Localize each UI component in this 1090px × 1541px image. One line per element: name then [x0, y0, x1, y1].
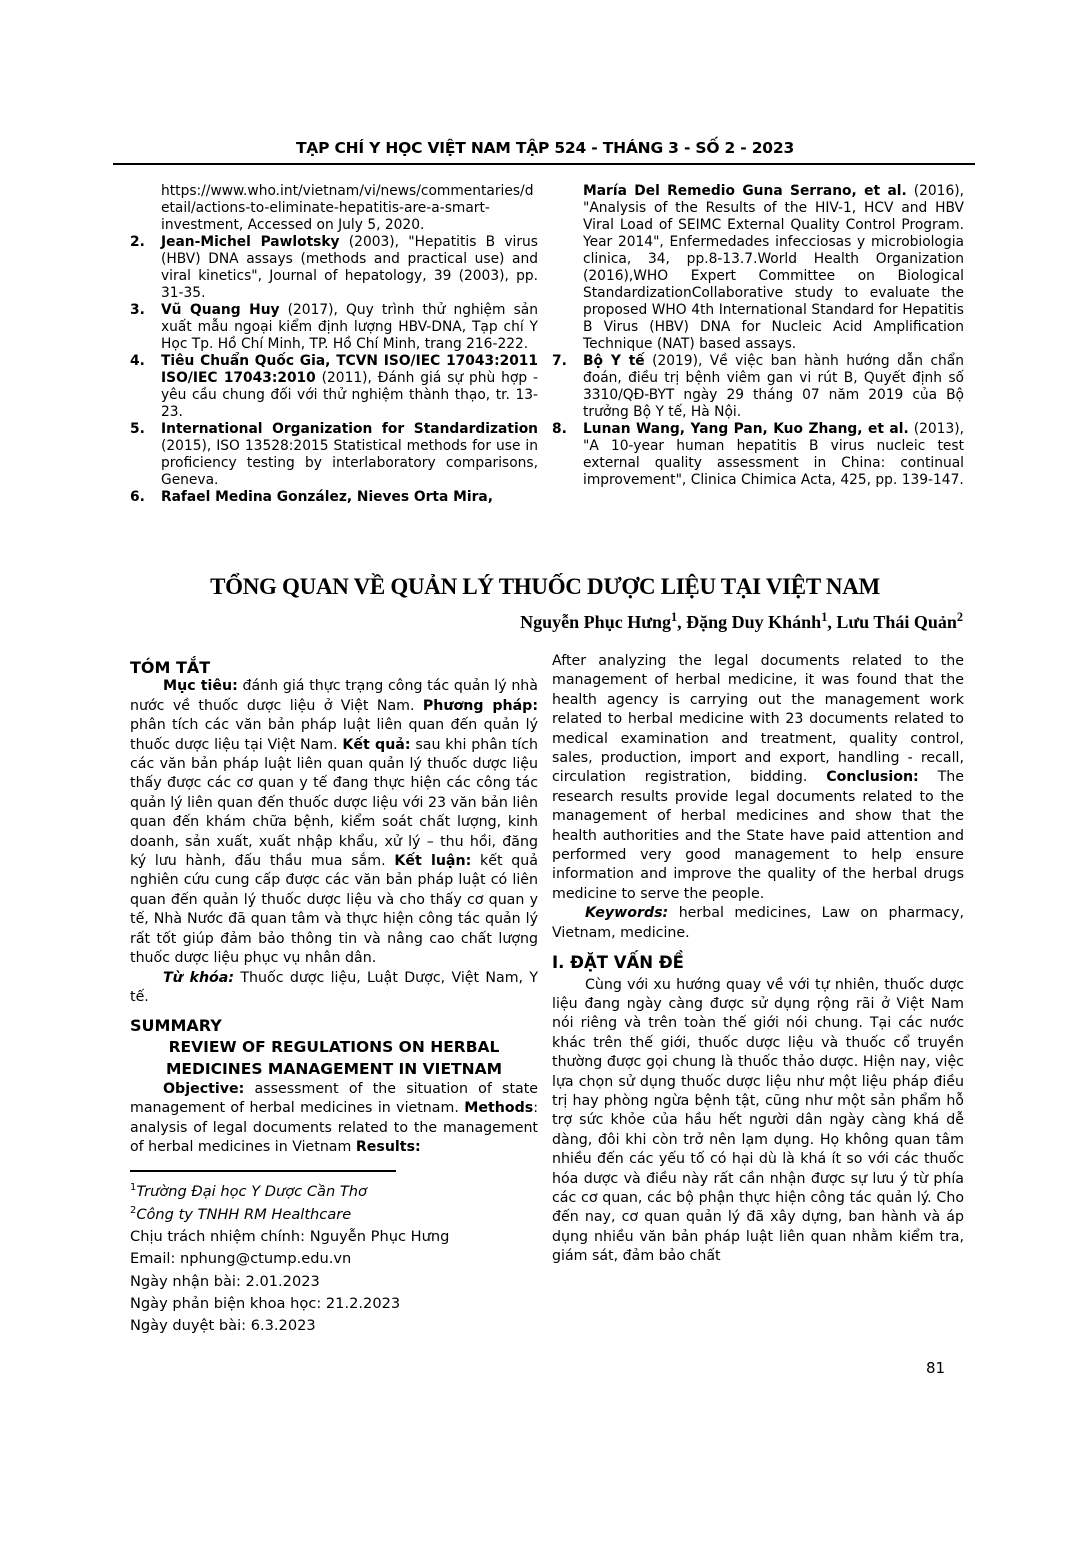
reference-number: 4. [130, 353, 145, 369]
footnote-line: Email: nphung@ctump.edu.vn [130, 1250, 352, 1268]
summary-paragraph: Objective: assessment of the situation of state management of herbal medicines in vietnam. Methods: analysis of legal documents related to the management of herbal medicines in Vietnam Results: [130, 1080, 538, 1155]
reference-item: 4. Tiêu Chuẩn Quốc Gia, TCVN ISO/IEC 17043:2011 ISO/IEC 17043:2010 (2011), Đánh giá sự phù hợp - yêu cầu chung đối với thử nghiệm thành thạo, tr. 13-23. [130, 353, 538, 420]
reference-number: 8. [552, 421, 567, 437]
tom-tat-heading: TÓM TẮT [130, 658, 211, 677]
references-column-right [552, 183, 964, 489]
article-authors: Nguyễn Phục Hưng$^1$, Đặng Duy Khánh$^1$, Lưu Thái Quản$^2$ [520, 610, 963, 632]
article-column-right [552, 652, 964, 1267]
journal-header: TẠP CHÍ Y HỌC VIỆT NAM TẬP 524 - THÁNG 3 - SỐ 2 - 2023 [295, 139, 795, 157]
footnote-line: Ngày duyệt bài: 6.3.2023 [130, 1317, 316, 1335]
header-rule [113, 163, 975, 165]
footnote-line: Ngày nhận bài: 2.01.2023 [130, 1272, 320, 1290]
reference-item: 3. Vũ Quang Huy (2017), Quy trình thử nghiệm sản xuất mẫu ngoại kiểm định lượng HBV-DNA, Tạp chí Y Học Tp. Hồ Chí Minh, TP. Hồ Chí Minh, trang 216-222. [130, 302, 538, 352]
reference-item: 5. International Organization for Standardization (2015), ISO 13528:2015 Statistical methods for use in proficiency testing by interlaboratory comparisons, Geneva. [130, 421, 538, 488]
tom-tat-paragraph: Mục tiêu: đánh giá thực trạng công tác quản lý nhà nước về thuốc dược liệu ở Việt Nam. Phương pháp: phân tích các văn bản pháp luật liên quan đến quản lý thuốc dược liệu tại Việt Nam. Kết quả: sau khi phân tích các văn bản pháp luật liên quan quản lý thuốc dược liệu thấy được các cơ quan y tế đang thực hiện các công tác quản lý liên quan đến thuốc dược liệu với 23 văn bản liên quan đến khám chữa bệnh, kiểm soát chất lượng, kinh doanh, sản xuất, xuất nhập khẩu, xử lý – thu hồi, đăng ký lưu hành, đấu thầu mua sắm. Kết luận: kết quả nghiên cứu cung cấp được các văn bản pháp luật có liên quan đến quản lý thuốc dược liệu và cho thấy cơ quan y tế, Nhà Nước đã quan tâm và thực hiện công tác quản lý rất tốt giúp đảm bảo thông tin và nâng cao chất lượng thuốc dược liệu phục vụ nhân dân. [130, 678, 538, 967]
intro-heading: I. ĐẶT VẤN ĐỀ [552, 953, 684, 973]
reference-item: https://www.who.int/vietnam/vi/news/commentaries/detail/actions-to-eliminate-hepatitis-are-a-smart-investment, Accessed on July 5, 2020. [161, 183, 534, 233]
footnote-line: Chịu trách nhiệm chính: Nguyễn Phục Hưng [130, 1227, 450, 1245]
summary-heading: SUMMARY [130, 1016, 222, 1036]
reference-item: María Del Remedio Guna Serrano, et al. (2016), "Analysis of the Results of the HIV-1, HCV and HBV Viral Load of SEIMC External Quality Control Program. Year 2014", Enfermedades infecciosas y microbiologia clinica, 34, pp.8-13.7.World Health Organization (2016),WHO Expert Committee on Biological StandardizationCollaborative study to evaluate the proposed WHO 4th International Standard for Hepatitis B Virus (HBV) DNA for Nucleic Acid Amplification Technique (NAT) based assays. [583, 183, 964, 352]
footnote-line: Ngày phản biện khoa học: 21.2.2023 [130, 1294, 401, 1312]
intro-paragraph: Cùng với xu hướng quay về với tự nhiên, thuốc dược liệu đang ngày càng được sử dụng rộng rãi ở Việt Nam nói riêng và trên toàn thế giới nói chung. Tại các nước khác trên thế giới, thuốc dược liệu và thuốc cổ truyền thường được gọi chung là thuốc thảo dược. Hiện nay, việc lựa chọn sử dụng thuốc dược liệu như một liệu pháp điều trị hay phòng ngừa bệnh tật, cũng như một sản phẩm hỗ trợ sức khỏe của hầu hết người dân ngày càng khá dễ dàng, đôi khi còn trở nên lạm dụng. Họ không quan tâm nhiều đến các yếu tố có hại dù là khá ít so với các thuốc hóa dược và điều này rất cần nhận được sự lưu ý từ phía các cơ quan, các bộ phận thực hiện công tác quản lý. Cho đến nay, cơ quan quản lý đã xây dựng, ban hành và áp dụng nhiều văn bản pháp luật liên quan nhằm kiểm tra, giám sát, đảm bảo chất [552, 976, 964, 1265]
reference-number: 5. [130, 421, 145, 437]
page-number: 81 [926, 1359, 946, 1377]
reference-number: 3. [130, 302, 145, 318]
article-title: TỔNG QUAN VỀ QUẢN LÝ THUỐC DƯỢC LIỆU TẠI VIỆT NAM [210, 574, 880, 599]
keywords-paragraph: Keywords: herbal medicines, Law on pharmacy, Vietnam, medicine. [552, 905, 964, 941]
reference-number: 2. [130, 234, 145, 250]
tu-khoa-paragraph: Từ khóa: Thuốc dược liệu, Luật Dược, Việt Nam, Y tế. [130, 969, 539, 1005]
footnote-line: $^1$Trường Đại học Y Dược Cần Thơ [130, 1182, 367, 1201]
references-column-left [130, 183, 538, 506]
reference-number: 6. [130, 489, 145, 505]
abstract-en-paragraph: After analyzing the legal documents related to the management of herbal medicine, it was found that the health agency is carrying out the management work related to herbal medicine with 23 documents related to medical examination and treatment, quality control, sales, production, import and export, handling - recall, circulation registration, bidding. Conclusion: The research results provide legal documents related to the management of herbal medicines and show that the health authorities and the State have paid attention and performed very good management to help ensure information and improve the quality of the herbal drugs medicine to serve the people. [552, 653, 964, 902]
footnote-line: $^2$Công ty TNHH RM Healthcare [130, 1204, 352, 1223]
footnotes [130, 1181, 538, 1337]
article-column-left [130, 658, 538, 1337]
reference-item: 6. Rafael Medina González, Nieves Orta Mira, [130, 489, 493, 505]
reference-item: 7. Bộ Y tế (2019), Về việc ban hành hướng dẫn chẩn đoán, điều trị bệnh viêm gan vi rút B, Quyết định số 3310/QĐ-BYT ngày 29 tháng 07 năm 2019 của Bộ trưởng Bộ Y tế, Hà Nội. [552, 353, 964, 420]
reference-number: 7. [552, 353, 567, 369]
summary-subheading: REVIEW OF REGULATIONS ON HERBAL MEDICINES MANAGEMENT IN VIETNAM [165, 1037, 502, 1078]
reference-item: 8. Lunan Wang, Yang Pan, Kuo Zhang, et al. (2013), "A 10-year human hepatitis B virus nucleic test external quality assessment in China: continual improvement", Clinica Chimica Acta, 425, pp. 139-147. [552, 421, 964, 488]
footnote-separator [130, 1170, 396, 1172]
reference-item: 2. Jean-Michel Pawlotsky (2003), "Hepatitis B virus (HBV) DNA assays (methods and practical use) and viral kinetics", Journal of hepatology, 39 (2003), pp. 31-35. [130, 234, 538, 301]
